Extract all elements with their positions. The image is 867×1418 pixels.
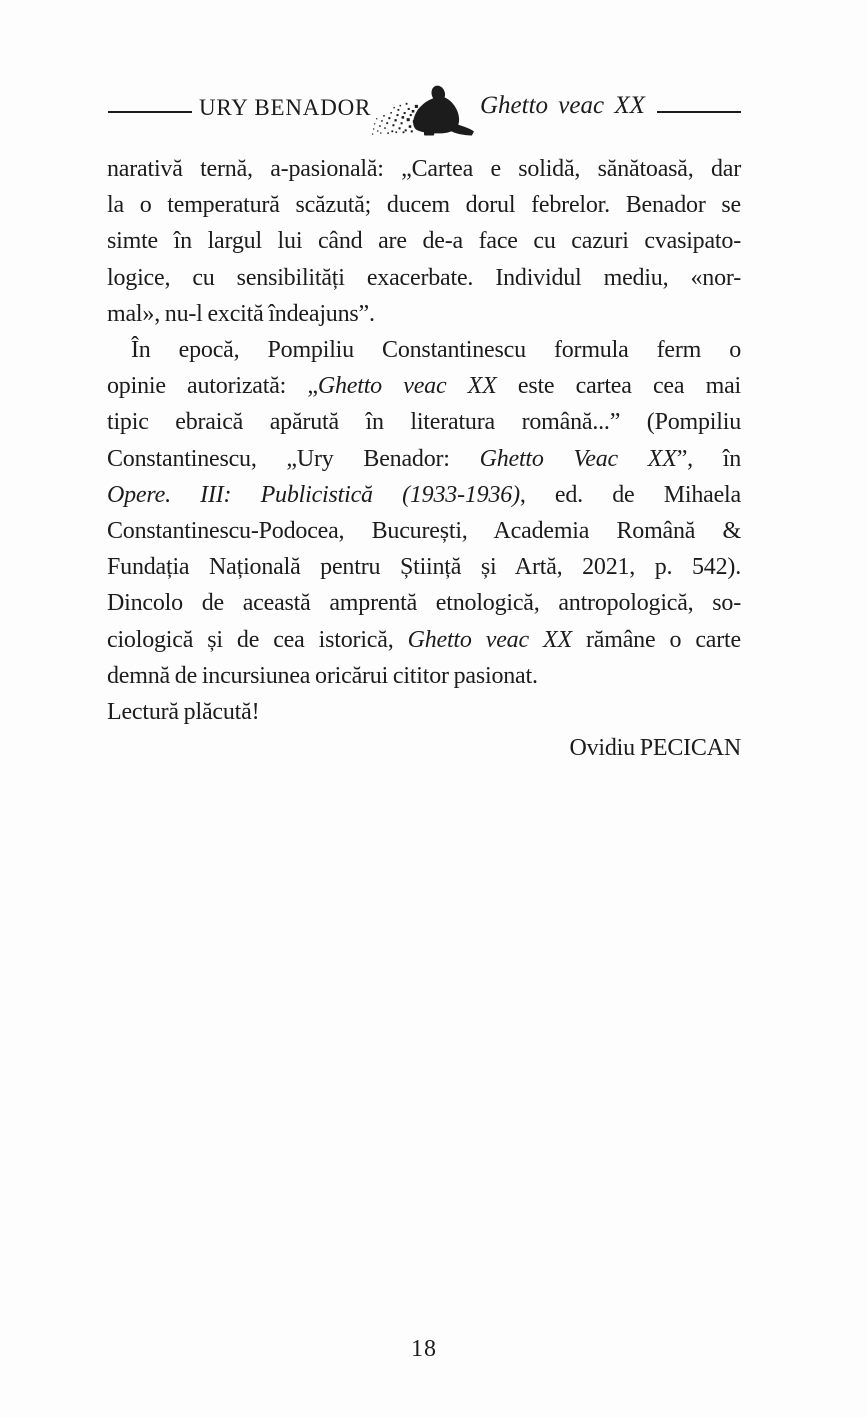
text-line <box>107 513 741 549</box>
text-segment: Ovidiu PECICAN <box>569 735 741 762</box>
text-segment: ciologică și de cea istorică, <box>107 626 408 653</box>
text-segment: Lectură plăcută! <box>107 699 260 726</box>
text-line <box>107 404 741 440</box>
text-segment: logice, cu sensibilități exacerbate. Individul mediu, «nor- <box>107 264 741 291</box>
page-body <box>107 151 741 766</box>
text-segment: la o temperatură scăzută; ducem dorul febrelor. Benador se <box>107 192 741 219</box>
text-segment: narativă ternă, a-pasională: „Cartea e solidă, sănătoasă, dar <box>107 156 741 182</box>
book-title-italic: Opere. III: Publicistică (1933-1936) <box>107 481 520 508</box>
text-line <box>107 151 741 187</box>
text-segment: ”, în <box>676 445 741 472</box>
header-rule-right <box>657 111 741 113</box>
text-line <box>107 296 741 332</box>
text-segment: opinie autorizată: „ <box>107 373 318 400</box>
text-line <box>107 223 741 259</box>
text-line <box>107 585 741 621</box>
text-segment: simte în largul lui când are de-a face cu cazuri cvasipato- <box>107 228 741 255</box>
text-line <box>107 187 741 223</box>
text-line <box>107 658 741 694</box>
text-segment: În epocă, Pompiliu Constantinescu formula ferm o <box>131 337 741 364</box>
text-segment: Fundația Națională pentru Știință și Artă, 2021, p. 542). <box>107 554 741 581</box>
text-segment: demnă de incursiunea oricărui cititor pasionat. <box>107 662 538 689</box>
book-title-italic: Ghetto Veac XX <box>479 445 677 472</box>
text-line <box>107 441 741 477</box>
text-line <box>107 368 741 404</box>
text-segment: Dincolo de această amprentă etnologică, antropologică, so- <box>107 590 741 617</box>
text-segment: Constantinescu-Podocea, București, Academia Română & <box>107 518 741 545</box>
text-segment: rămâne o carte <box>571 626 741 653</box>
text-line <box>107 332 741 368</box>
dissolving-seated-figure-icon <box>371 84 477 138</box>
running-head-book-title: Ghetto veac XX <box>480 92 645 119</box>
text-segment: , ed. de Mihaela <box>519 481 741 508</box>
header-rule-left <box>108 111 192 113</box>
text-line <box>107 549 741 585</box>
text-line <box>107 260 741 296</box>
text-segment: este cartea cea mai <box>496 373 741 400</box>
text-line <box>107 694 741 730</box>
page-number: 18 <box>411 1336 437 1362</box>
text-segment: tipic ebraică apărută în literatura română...” (Pompiliu <box>107 409 741 436</box>
text-line <box>107 477 741 513</box>
text-segment: Constantinescu, „Ury Benador: <box>107 445 480 472</box>
book-title-italic: Ghetto veac XX <box>407 626 572 653</box>
book-title-italic: Ghetto veac XX <box>317 373 497 400</box>
running-head-author: URY BENADOR <box>199 95 372 120</box>
text-segment: mal», nu-l excită îndeajuns”. <box>107 300 375 327</box>
text-line <box>107 622 741 658</box>
text-line <box>107 730 741 766</box>
